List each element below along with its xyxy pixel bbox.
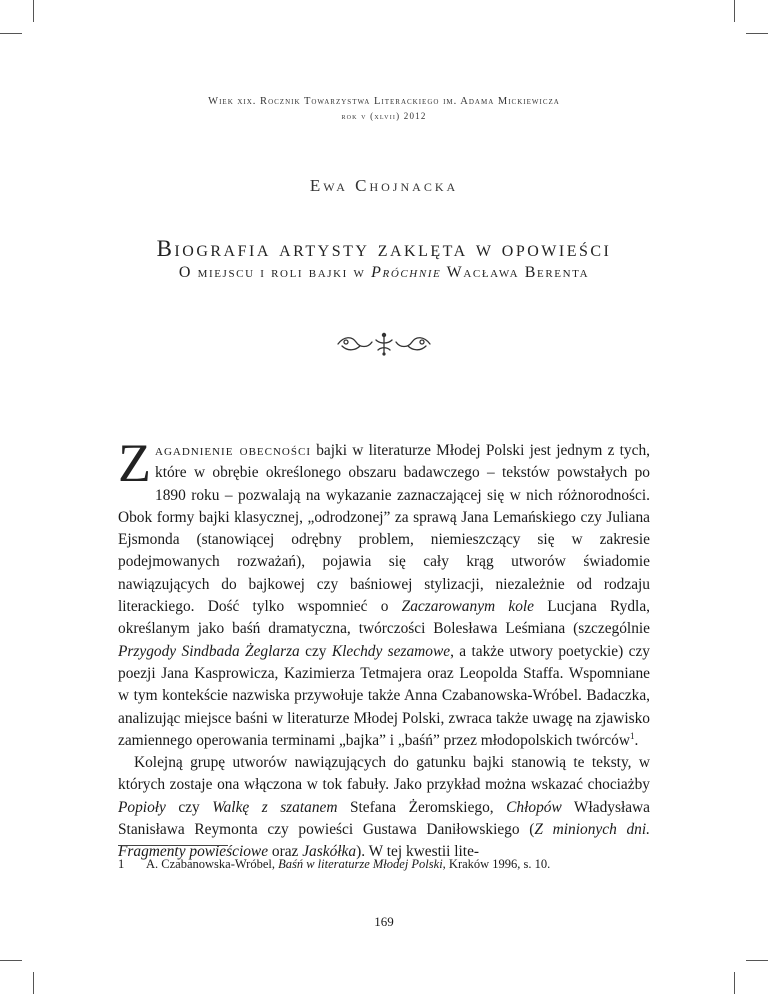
crop-mark-bottom-right-vertical: [734, 972, 735, 994]
text-run: Stefana Żeromskiego,: [337, 798, 507, 816]
text-run: Władysława Stanisława Reymonta czy powieści Gustawa Daniłowskiego (: [118, 798, 651, 839]
footnote-divider: [118, 845, 228, 846]
article-title: Biografia artysty zaklęta w opowieści: [156, 236, 612, 261]
footnote: [118, 856, 650, 872]
work-title: Jaskółka: [302, 843, 357, 861]
text-run: ). W tej kwestii lite-: [356, 843, 480, 861]
crop-mark-top-right-vertical: [734, 0, 735, 22]
text-run: bajki w literaturze Młodej Polski jest jednym z tych, które w obrębie określonego obszaru badawczego – tekstów powstałych po 1890 roku – pozwalają na wykazanie zaznaczającej się w nich różnorodności. Obok formy bajki klasycznej, „odrodzonej” za sprawą Jana Lemańskiego czy Juliana Ejsmonda (stanowiącej odrębny problem, niemieszczący się w zakresie podejmowanych rozważań), pojawia się cały krąg utworów świadomie nawiązujących do bajkowej czy baśniowej stylizacji, niezależnie od rodzaju literackiego. Dość tylko wspomnieć o: [118, 442, 650, 616]
work-title: Popioły: [118, 798, 166, 816]
footnote-title: Baśń w literaturze Młodej Polski: [278, 857, 443, 871]
text-run: , a także utwory poetyckie) czy poezji Jana Kasprowicza, Kazimierza Tetmajera oraz Leopolda Staffa. Wspomniane w tym kontekście nazwiska przywołuje także Anna Czabanowska-Wróbel. Badaczka, analizując miejsce baśni w literaturze Młodej Polski, zwraca także uwagę na zjawisko zamiennego operowania terminami „bajka” i „baśń” przez młodopolskich twórców: [118, 642, 650, 749]
text-run: czy: [299, 642, 332, 660]
crop-mark-top-left-horizontal: [0, 33, 22, 34]
lead-in-smallcaps: agadnienie obecności: [155, 442, 311, 459]
journal-header: [0, 96, 768, 121]
journal-title: Wiek xix. Rocznik Towarzystwa Literackiego im. Adama Mickiewicza: [208, 96, 560, 107]
crop-mark-bottom-right-horizontal: [746, 960, 768, 961]
work-title: Klechdy sezamowe: [331, 642, 451, 660]
drop-cap: Z: [118, 433, 151, 493]
footnote-reference[interactable]: 1: [629, 730, 635, 741]
subtitle-work: Próchnie: [371, 264, 442, 281]
work-title: Zaczarowanym kole: [401, 598, 534, 616]
subtitle-suffix: Wacława Berenta: [441, 264, 590, 281]
work-title: Chłopów: [506, 798, 562, 816]
paragraph-2: [118, 752, 650, 863]
text-run: czy: [165, 798, 213, 816]
page-number: 169: [374, 914, 394, 929]
footnote-author: A. Czabanowska-Wróbel,: [146, 857, 279, 871]
work-title: Z minionych dni. Fragmenty powieściowe: [118, 821, 650, 861]
subtitle-prefix: O miejscu i roli bajki w: [178, 264, 372, 281]
crop-mark-bottom-left-horizontal: [0, 960, 22, 961]
crop-mark-top-right-horizontal: [746, 33, 768, 34]
footnote-number: 1: [118, 857, 125, 871]
crop-mark-top-left-vertical: [33, 0, 34, 22]
work-title: Przygody Sindbada Żeglarza: [118, 642, 300, 660]
work-title: Walkę z szatanem: [212, 798, 338, 816]
paragraph-1: [118, 433, 650, 752]
floral-fleuron-icon: [334, 330, 434, 358]
text-run: oraz: [268, 843, 303, 861]
article-author: Ewa Chojnacka: [309, 176, 459, 195]
journal-volume: rok v (xlvii) 2012: [341, 111, 427, 121]
text-run: Kolejną grupę utworów nawiązujących do gatunku bajki stanowią te teksty, w których zostaje ona włączona w tok fabuły. Jako przykład można wskazać chociażby: [118, 754, 650, 794]
article-subtitle: [0, 264, 768, 282]
footnote-rest: , Kraków 1996, s. 10.: [442, 857, 551, 871]
article-body: [118, 433, 651, 864]
text-run: .: [634, 731, 639, 749]
text-run: Lucjana Rydla, określanym jako baśń dramatyczna, twórczości Bolesława Leśmiana (szczególnie: [118, 598, 650, 638]
crop-mark-bottom-left-vertical: [33, 972, 34, 994]
